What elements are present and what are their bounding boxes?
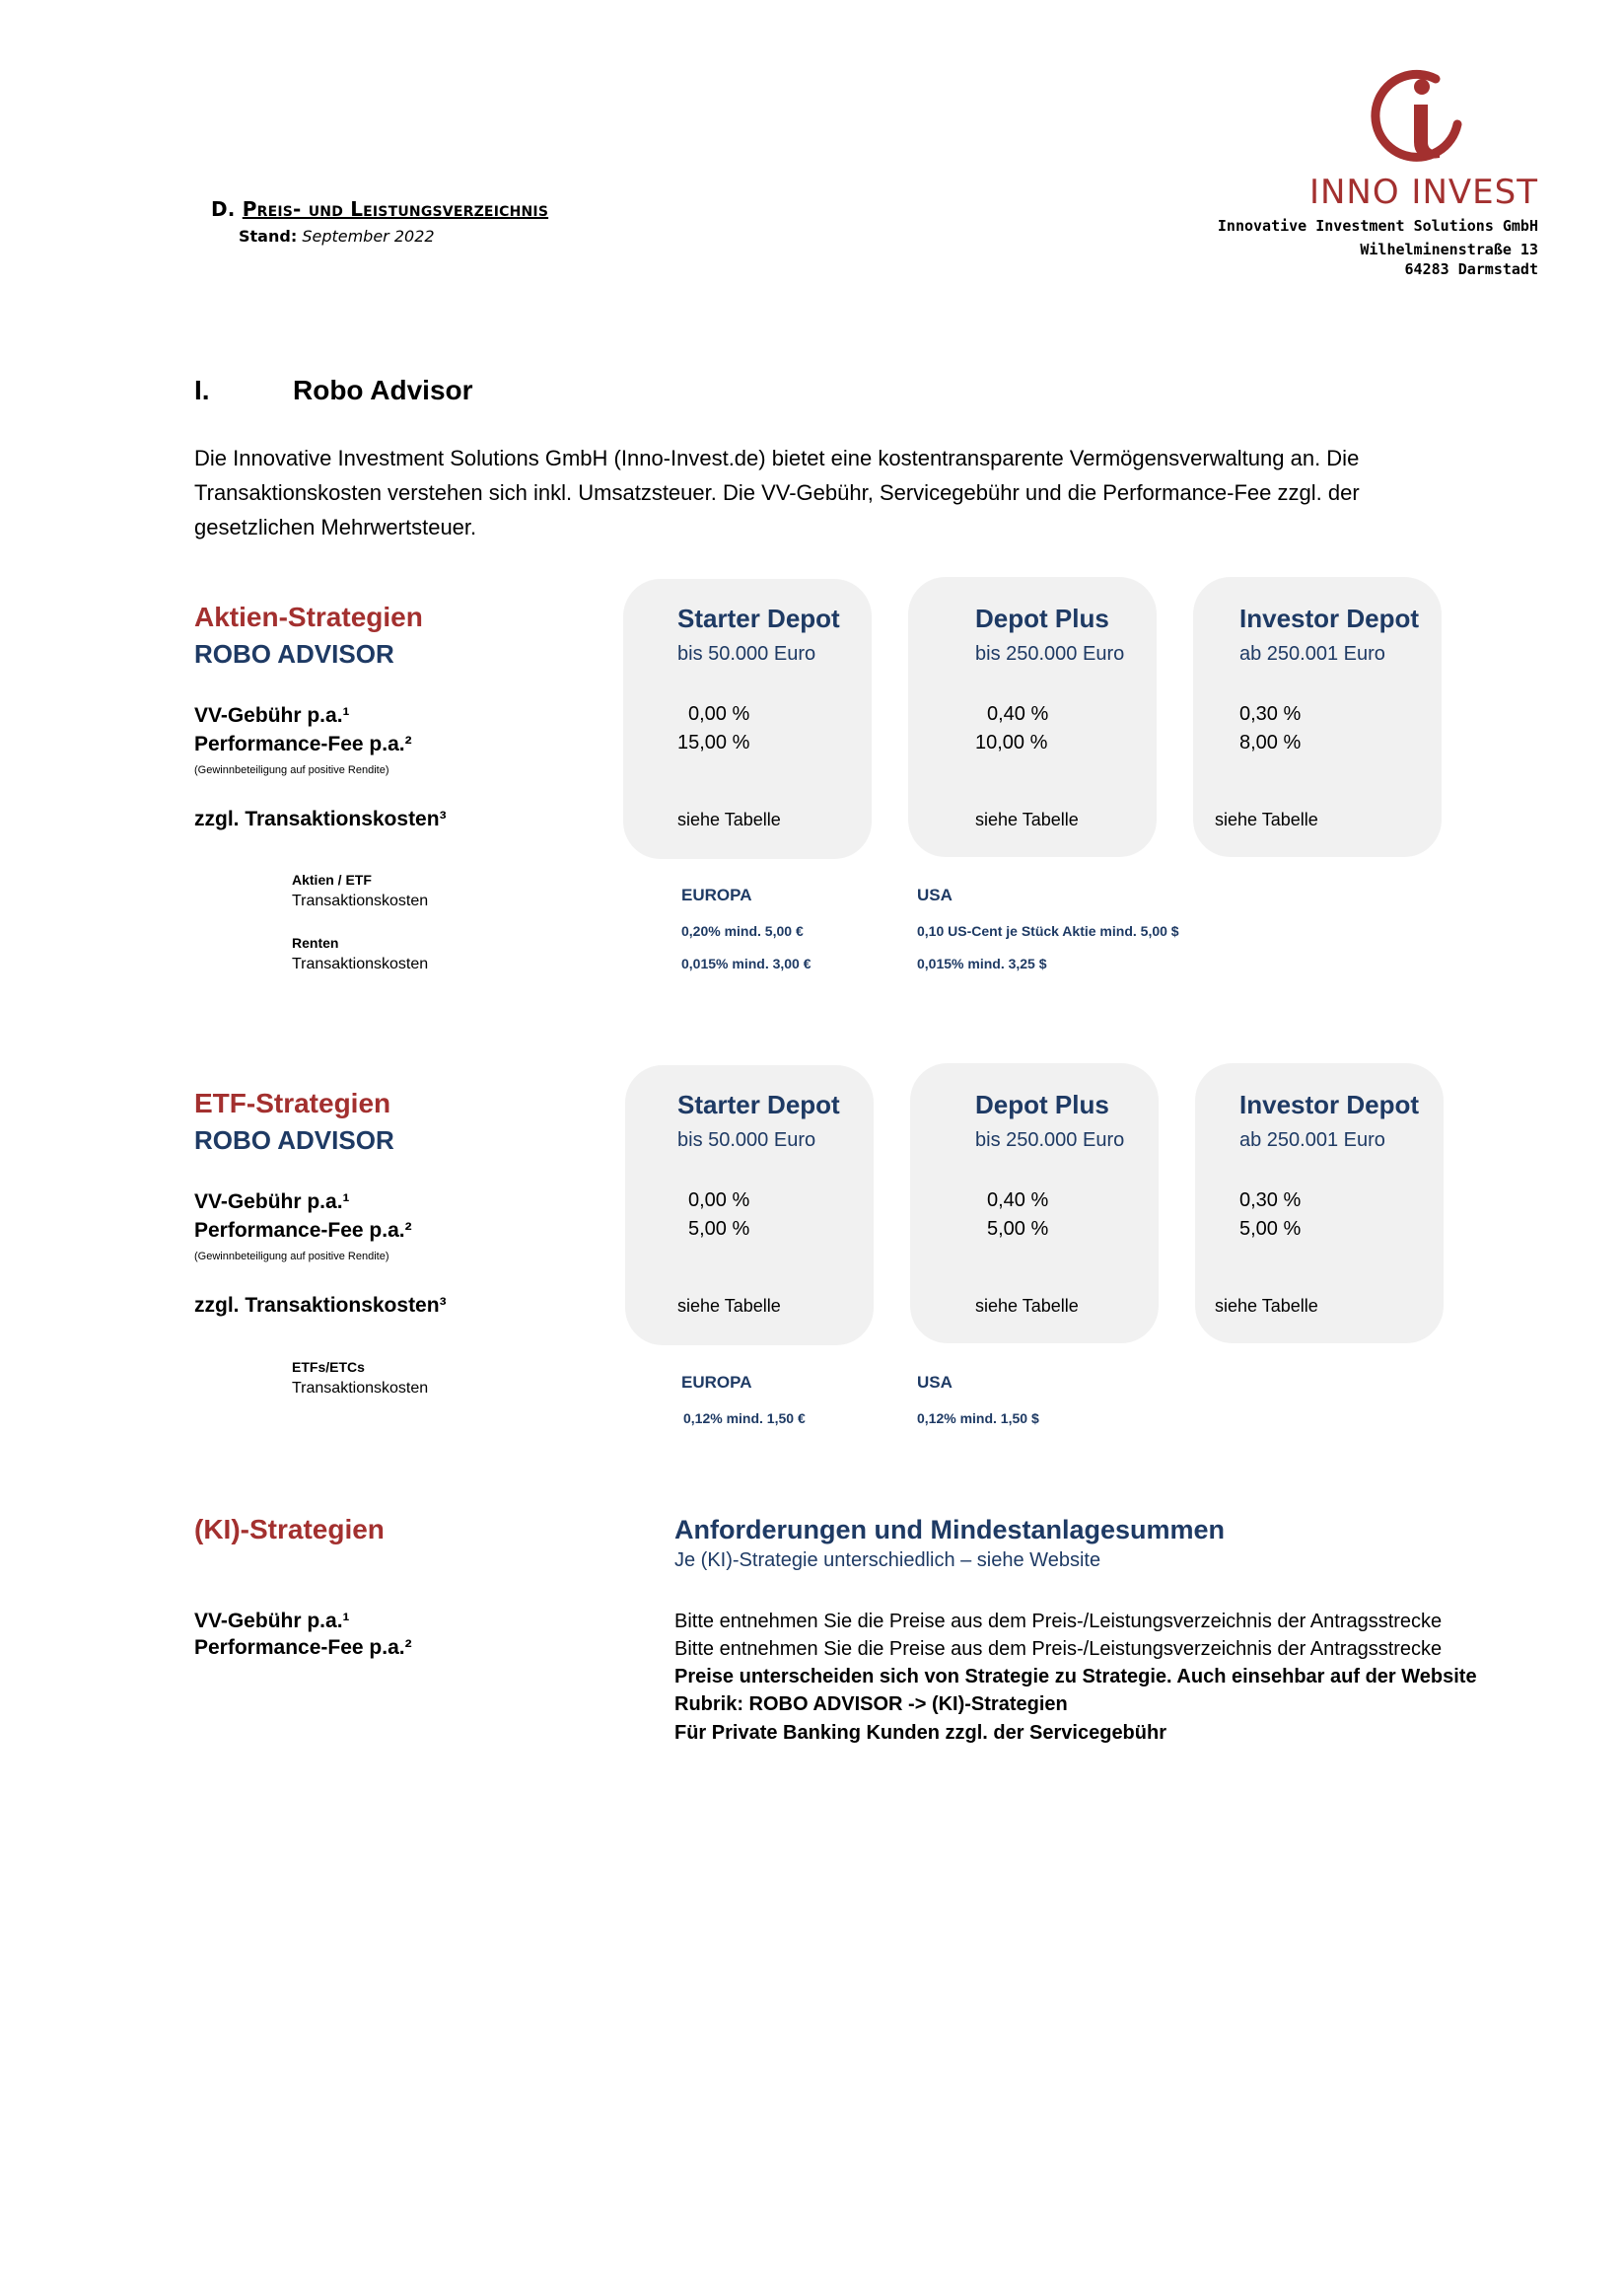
etf-tx-label: zzgl. Transaktionskosten³ bbox=[194, 1294, 447, 1317]
etf-col-europa: EUROPA bbox=[681, 1373, 752, 1392]
brand-name: INNO INVEST bbox=[1308, 173, 1538, 212]
stand-label: Stand: bbox=[239, 227, 298, 246]
aktien-card-plus bbox=[908, 577, 1157, 857]
card-vv-value: 0,00 % bbox=[688, 703, 750, 725]
card-title: Investor Depot bbox=[1239, 1090, 1420, 1119]
aktien-us-renten: 0,015% mind. 3,25 $ bbox=[917, 956, 1047, 971]
stand-value: September 2022 bbox=[302, 227, 435, 246]
etf-eu-value: 0,12% mind. 1,50 € bbox=[683, 1410, 806, 1426]
card-range: bis 50.000 Euro bbox=[677, 1129, 816, 1151]
card-title: Starter Depot bbox=[677, 604, 840, 633]
card-perf-value: 5,00 % bbox=[1239, 1218, 1302, 1240]
card-perf-value: 5,00 % bbox=[688, 1218, 750, 1240]
intro-paragraph: Die Innovative Investment Solutions GmbH (Inno-Invest.de) bietet eine kostentransparente Vermögensverwaltung an. Die Transaktionskosten verstehen sich inkl. Umsatzsteuer. Die VV-Gebühr, Servicegebühr und die Performance-Fee zzgl. der gesetzlichen Mehrwertsteuer. bbox=[194, 446, 1360, 539]
company-street: Wilhelminenstraße 13 bbox=[1360, 241, 1538, 258]
ki-req-title: Anforderungen und Mindestanlagesummen bbox=[674, 1515, 1226, 1544]
card-tx-value: siehe Tabelle bbox=[1215, 810, 1318, 829]
card-range: bis 50.000 Euro bbox=[677, 643, 816, 665]
inno-invest-logo-icon bbox=[1371, 65, 1469, 164]
card-vv-value: 0,40 % bbox=[987, 1189, 1049, 1211]
ki-line-5: Für Private Banking Kunden zzgl. der Servicegebühr bbox=[674, 1722, 1166, 1744]
etf-col-usa: USA bbox=[917, 1373, 953, 1392]
etf-card-plus bbox=[910, 1063, 1159, 1343]
aktien-title: Aktien-Strategien bbox=[194, 602, 423, 632]
card-vv-value: 0,00 % bbox=[688, 1189, 750, 1211]
card-perf-value: 8,00 % bbox=[1239, 732, 1302, 753]
card-vv-value: 0,40 % bbox=[987, 703, 1049, 725]
aktien-us-aktien: 0,10 US-Cent je Stück Aktie mind. 5,00 $ bbox=[917, 923, 1179, 939]
etf-perf-label: Performance-Fee p.a.² bbox=[194, 1219, 412, 1242]
card-title: Investor Depot bbox=[1239, 604, 1420, 633]
aktien-cost-row1-sub: Transaktionskosten bbox=[292, 893, 429, 909]
stand-line bbox=[239, 227, 435, 246]
ki-line-2: Bitte entnehmen Sie die Preise aus dem Preis-/Leistungsverzeichnis der Antragsstrecke bbox=[674, 1638, 1443, 1660]
card-perf-value: 5,00 % bbox=[987, 1218, 1049, 1240]
heading-prefix: D. bbox=[211, 197, 243, 221]
card-vv-value: 0,30 % bbox=[1239, 1189, 1302, 1211]
aktien-card-starter bbox=[623, 579, 872, 859]
aktien-col-europa: EUROPA bbox=[681, 886, 752, 904]
company-name: Innovative Investment Solutions GmbH bbox=[1217, 217, 1538, 235]
aktien-cost-row2-label: Renten bbox=[292, 935, 339, 951]
aktien-vv-label: VV-Gebühr p.a.¹ bbox=[194, 704, 350, 727]
card-tx-value: siehe Tabelle bbox=[1215, 1296, 1318, 1316]
section-title: Robo Advisor bbox=[293, 375, 473, 405]
etf-cost-row1-label: ETFs/ETCs bbox=[292, 1359, 365, 1375]
etf-vv-label: VV-Gebühr p.a.¹ bbox=[194, 1190, 350, 1213]
aktien-card-investor bbox=[1193, 577, 1442, 857]
ki-vv-label: VV-Gebühr p.a.¹ bbox=[194, 1610, 350, 1632]
etf-us-value: 0,12% mind. 1,50 $ bbox=[917, 1410, 1039, 1426]
heading-title: Preis- und Leistungsverzeichnis bbox=[242, 197, 549, 221]
aktien-cost-row2-sub: Transaktionskosten bbox=[292, 956, 429, 972]
document-heading bbox=[211, 197, 548, 221]
card-perf-value: 10,00 % bbox=[975, 732, 1048, 753]
card-tx-value: siehe Tabelle bbox=[677, 1296, 781, 1316]
card-title: Starter Depot bbox=[677, 1090, 840, 1119]
ki-perf-label: Performance-Fee p.a.² bbox=[194, 1636, 412, 1659]
aktien-eu-aktien: 0,20% mind. 5,00 € bbox=[681, 923, 804, 939]
card-title: Depot Plus bbox=[975, 604, 1109, 633]
etf-cost-row1-sub: Transaktionskosten bbox=[292, 1380, 429, 1397]
etf-subtitle: ROBO ADVISOR bbox=[194, 1125, 394, 1155]
etf-perf-note: (Gewinnbeteiligung auf positive Rendite) bbox=[194, 1251, 389, 1262]
card-vv-value: 0,30 % bbox=[1239, 703, 1302, 725]
card-range: bis 250.000 Euro bbox=[975, 643, 1125, 665]
etf-card-starter bbox=[625, 1065, 874, 1345]
card-range: ab 250.001 Euro bbox=[1239, 1129, 1385, 1151]
aktien-perf-label: Performance-Fee p.a.² bbox=[194, 733, 412, 755]
ki-line-1: Bitte entnehmen Sie die Preise aus dem Preis-/Leistungsverzeichnis der Antragsstrecke bbox=[674, 1611, 1443, 1632]
ki-req-sub: Je (KI)-Strategie unterschiedlich – siehe Website bbox=[674, 1549, 1101, 1571]
card-title: Depot Plus bbox=[975, 1090, 1109, 1119]
aktien-perf-note: (Gewinnbeteiligung auf positive Rendite) bbox=[194, 764, 389, 776]
ki-title: (KI)-Strategien bbox=[194, 1514, 385, 1544]
ki-line-4: Rubrik: ROBO ADVISOR -> (KI)-Strategien bbox=[674, 1693, 1068, 1715]
section-number: I. bbox=[194, 375, 210, 405]
card-range: bis 250.000 Euro bbox=[975, 1129, 1125, 1151]
aktien-tx-label: zzgl. Transaktionskosten³ bbox=[194, 808, 447, 830]
etf-title: ETF-Strategien bbox=[194, 1088, 391, 1118]
card-tx-value: siehe Tabelle bbox=[677, 810, 781, 829]
card-tx-value: siehe Tabelle bbox=[975, 810, 1079, 829]
company-city: 64283 Darmstadt bbox=[1404, 260, 1538, 278]
card-range: ab 250.001 Euro bbox=[1239, 643, 1385, 665]
card-perf-value: 15,00 % bbox=[677, 732, 750, 753]
aktien-col-usa: USA bbox=[917, 886, 953, 904]
aktien-subtitle: ROBO ADVISOR bbox=[194, 639, 394, 669]
card-tx-value: siehe Tabelle bbox=[975, 1296, 1079, 1316]
ki-line-3: Preise unterscheiden sich von Strategie zu Strategie. Auch einsehbar auf der Website bbox=[674, 1666, 1477, 1687]
aktien-cost-row1-label: Aktien / ETF bbox=[292, 872, 372, 888]
etf-card-investor bbox=[1195, 1063, 1444, 1343]
aktien-eu-renten: 0,015% mind. 3,00 € bbox=[681, 956, 812, 971]
